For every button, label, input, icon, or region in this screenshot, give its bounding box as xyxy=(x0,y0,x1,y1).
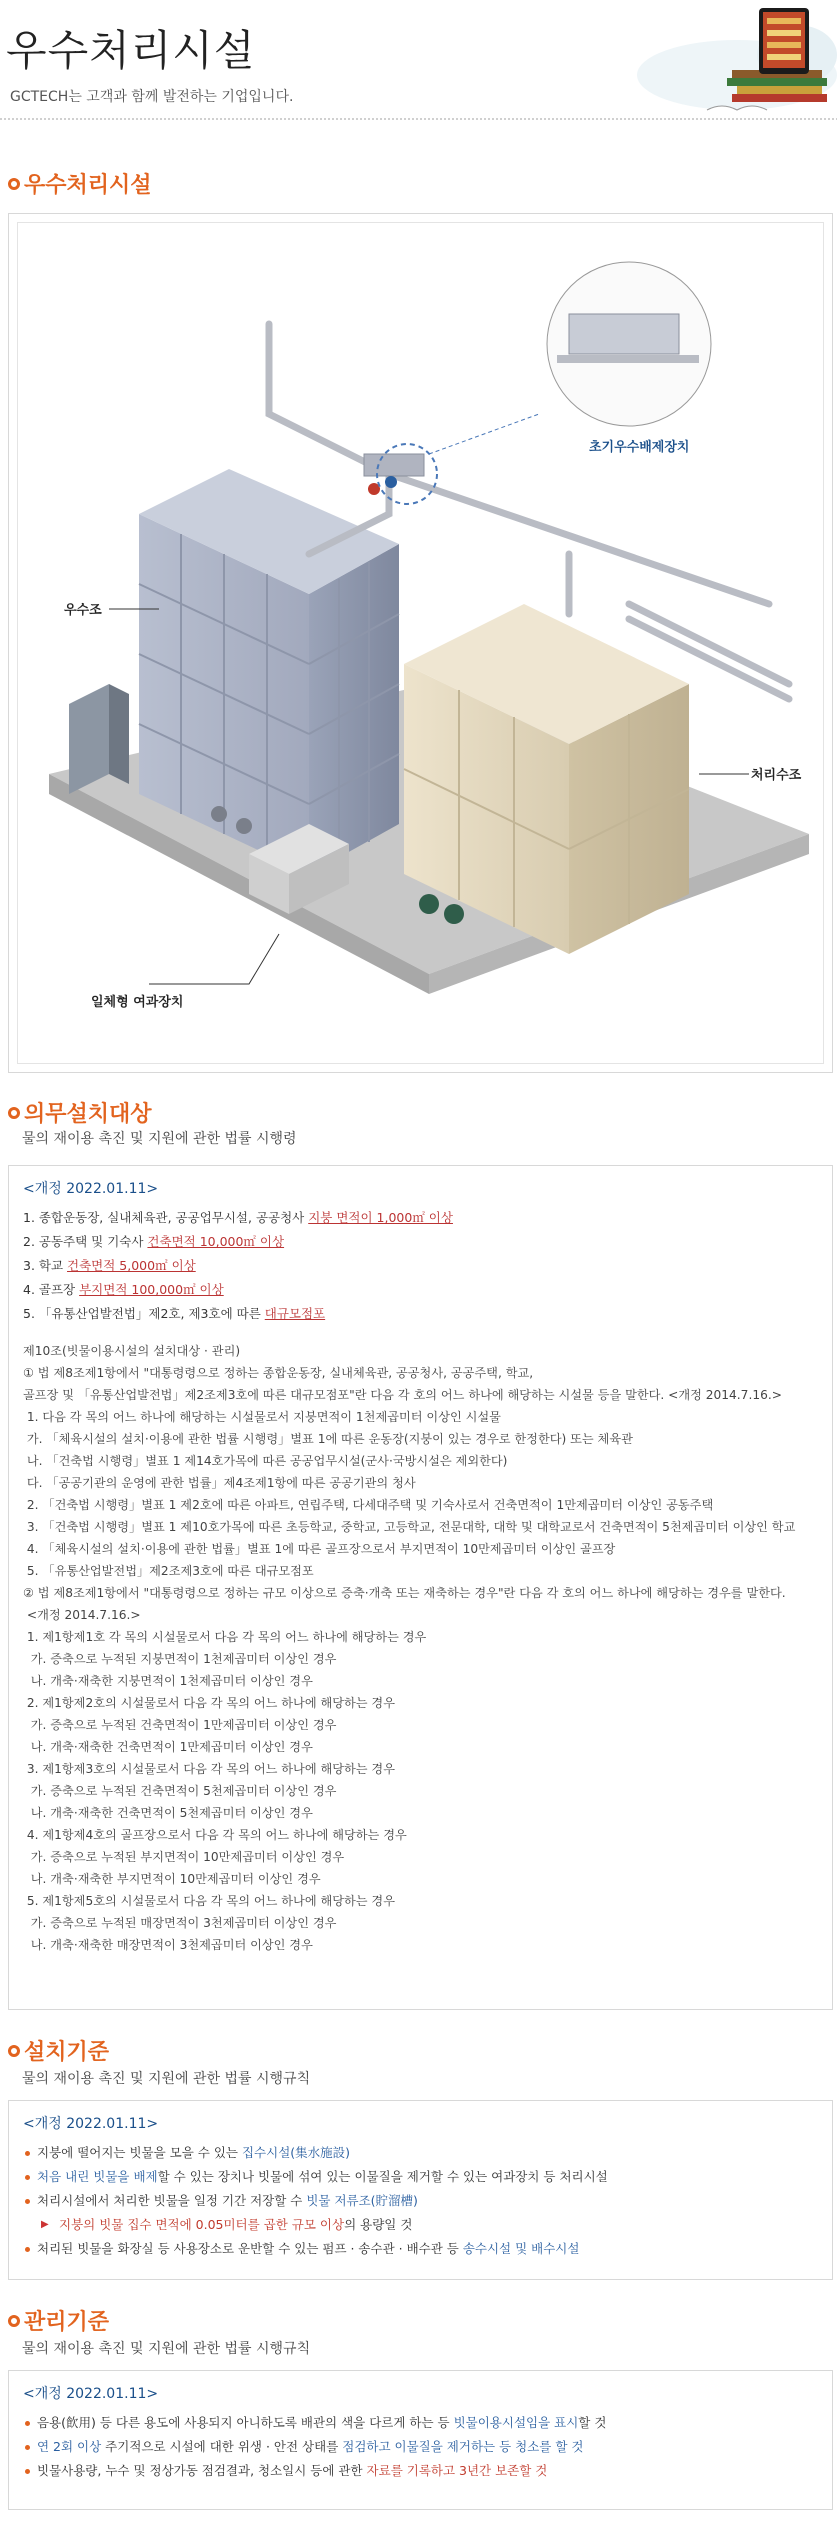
text-segment: 4. 골프장 xyxy=(23,1282,80,1297)
law-line: 2. 「건축법 시행령」별표 1 제2호에 따른 아파트, 연립주택, 다세대주택 및 기숙사로서 건축면적이 1만제곱미터 이상인 공동주택 xyxy=(23,1498,714,1512)
law-line: <개정 2014.7.16.> xyxy=(23,1608,141,1622)
highlight-text: 건축면적 10,000㎡ 이상 xyxy=(147,1234,285,1249)
management-list xyxy=(23,2411,818,2483)
law-line: 나. 개축·재축한 부지면적이 10만제곱미터 이상인 경우 xyxy=(23,1872,321,1886)
label-filter-unit: 일체형 여과장치 xyxy=(91,995,184,1010)
text-segment: 처리시설에서 처리한 빗물을 일정 기간 저장할 수 xyxy=(37,2193,307,2208)
circle-bullet-icon xyxy=(8,1107,20,1119)
text-segment: 빗물사용량, 누수 및 정상가동 점검결과, 청소일시 등에 관한 xyxy=(37,2463,367,2478)
text-segment: 1. 종합운동장, 실내체육관, 공공업무시설, 공공청사 xyxy=(23,1210,309,1225)
law-line: 제10조(빗물이용시설의 설치대상 · 관리) xyxy=(23,1344,241,1358)
label-initial-rain-device: 초기우수배제장치 xyxy=(589,440,690,455)
law-line: 다. 「공공기관의 운영에 관한 법률」제4조제1항에 따른 공공기관의 청사 xyxy=(23,1476,416,1490)
text-segment: 3. 학교 xyxy=(23,1258,68,1273)
law-line: 가. 증축으로 누적된 지붕면적이 1천제곱미터 이상인 경우 xyxy=(23,1652,337,1666)
law-line: 가. 증축으로 누적된 건축면적이 5천제곱미터 이상인 경우 xyxy=(23,1784,337,1798)
text-segment: 빗물 저류조(貯溜槽) xyxy=(306,2193,418,2208)
management-item xyxy=(23,2435,818,2459)
circle-bullet-icon xyxy=(8,2315,20,2327)
section-subtitle-standard: 물의 재이용 촉진 및 지원에 관한 법률 시행규칙 xyxy=(22,2071,311,2087)
text-segment: 처리된 빗물을 화장실 등 사용장소로 운반할 수 있는 펌프 · 송수관 · 배수관 등 xyxy=(37,2241,463,2256)
standard-item xyxy=(23,2165,818,2189)
obligation-item xyxy=(23,1302,818,1326)
law-line: 나. 개축·재축한 건축면적이 5천제곱미터 이상인 경우 xyxy=(23,1806,313,1820)
text-segment: 의 용량일 것 xyxy=(344,2217,413,2232)
text-segment: 2. 공동주택 및 기숙사 xyxy=(23,1234,148,1249)
page-subtitle: GCTECH는 고객과 함께 발전하는 기업입니다. xyxy=(10,89,294,105)
text-segment: 빗물이용시설임을 표시 xyxy=(453,2415,579,2430)
law-line: ② 법 제8조제1항에서 "대통령령으로 정하는 규모 이상으로 증축·개축 또는 재축하는 경우"란 다음 각 호의 어느 하나에 해당하는 경우를 말한다. xyxy=(23,1586,786,1600)
revision-date: <개정 2022.01.11> xyxy=(23,2116,159,2132)
management-box xyxy=(8,2370,833,2510)
law-line: 2. 제1항제2호의 시설물로서 다음 각 목의 어느 하나에 해당하는 경우 xyxy=(23,1696,395,1710)
highlight-text: 부지면적 100,000㎡ 이상 xyxy=(79,1282,224,1297)
standard-list xyxy=(23,2141,818,2261)
law-line: 1. 다음 각 목의 어느 하나에 해당하는 시설물로서 지붕면적이 1천제곱미터 이상인 시설물 xyxy=(23,1410,501,1424)
text-segment: 지붕의 빗물 집수 면적에 0.05미터를 곱한 규모 이상 xyxy=(59,2217,345,2232)
law-line: ① 법 제8조제1항에서 "대통령령으로 정하는 종합운동장, 실내체육관, 공공청사, 공공주택, 학교, xyxy=(23,1366,534,1380)
management-item xyxy=(23,2459,818,2483)
circle-bullet-icon xyxy=(8,178,20,190)
law-text xyxy=(23,1340,818,1956)
rainwater-facility-diagram xyxy=(9,214,834,1074)
obligation-box xyxy=(8,1165,833,2010)
law-line: 5. 「유통산업발전법」제2조제3호에 따른 대규모점포 xyxy=(23,1564,314,1578)
section-title-obligation: 의무설치대상 xyxy=(8,1097,152,1128)
law-line: 4. 제1항제4호의 골프장으로서 다음 각 목의 어느 하나에 해당하는 경우 xyxy=(23,1828,407,1842)
standard-item xyxy=(23,2237,818,2261)
obligation-list xyxy=(23,1206,818,1326)
law-line: 5. 제1항제5호의 시설물로서 다음 각 목의 어느 하나에 해당하는 경우 xyxy=(23,1894,395,1908)
text-segment: 처음 내린 빗물을 배제 xyxy=(37,2169,158,2184)
page-title: 우수처리시설 xyxy=(6,26,256,75)
standard-item xyxy=(23,2213,818,2237)
section-title-standard: 설치기준 xyxy=(8,2035,109,2066)
law-line: 골프장 및 「유통산업발전법」제2조제3호에 따른 대규모점포"란 다음 각 호의 어느 하나에 해당하는 시설물 등을 말한다. <개정 2014.7.16.> xyxy=(23,1388,782,1402)
label-treated-tank: 처리수조 xyxy=(751,768,802,783)
law-line: 나. 개축·재축한 건축면적이 1만제곱미터 이상인 경우 xyxy=(23,1740,313,1754)
text-segment: 할 수 있는 장치나 빗물에 섞여 있는 이물질을 제거할 수 있는 여과장치 등 처리시설 xyxy=(157,2169,608,2184)
management-item xyxy=(23,2411,818,2435)
standard-item xyxy=(23,2141,818,2165)
standard-item xyxy=(23,2189,818,2213)
text-segment: 지붕에 떨어지는 빗물을 모을 수 있는 xyxy=(37,2145,242,2160)
obligation-item xyxy=(23,1230,818,1254)
text-segment: 점검하고 이물질을 제거하는 등 청소를 할 것 xyxy=(342,2439,584,2454)
label-rain-tank: 우수조 xyxy=(64,603,102,618)
section-subtitle-management: 물의 재이용 촉진 및 지원에 관한 법률 시행규칙 xyxy=(22,2341,311,2357)
book-tablet-illustration xyxy=(587,0,837,120)
text-segment: 집수시설(集水施設) xyxy=(241,2145,351,2160)
section-title-management: 관리기준 xyxy=(8,2305,109,2336)
law-line: 가. 증축으로 누적된 건축면적이 1만제곱미터 이상인 경우 xyxy=(23,1718,337,1732)
highlight-text: 건축면적 5,000㎡ 이상 xyxy=(67,1258,196,1273)
section-title-facility: 우수처리시설 xyxy=(8,168,152,199)
law-line: 3. 제1항제3호의 시설물로서 다음 각 목의 어느 하나에 해당하는 경우 xyxy=(23,1762,395,1776)
obligation-item xyxy=(23,1254,818,1278)
facility-illustration-box xyxy=(8,213,833,1073)
law-line: 가. 증축으로 누적된 매장면적이 3천제곱미터 이상인 경우 xyxy=(23,1916,337,1930)
obligation-item xyxy=(23,1206,818,1230)
highlight-text: 대규모점포 xyxy=(264,1306,326,1321)
highlight-text: 지붕 면적이 1,000㎡ 이상 xyxy=(308,1210,453,1225)
law-line: 가. 증축으로 누적된 부지면적이 10만제곱미터 이상인 경우 xyxy=(23,1850,345,1864)
circle-bullet-icon xyxy=(8,2045,20,2057)
text-segment: 할 것 xyxy=(578,2415,607,2430)
revision-date: <개정 2022.01.11> xyxy=(23,2386,159,2402)
law-line: 3. 「건축법 시행령」별표 1 제10호가목에 따른 초등학교, 중학교, 고등학교, 전문대학, 대학 및 대학교로서 건축면적이 5천제곱미터 이상인 학교 xyxy=(23,1520,796,1534)
text-segment: 5. 「유통산업발전법」제2호, 제3호에 따른 xyxy=(23,1306,265,1321)
page-header xyxy=(0,0,837,120)
text-segment: 송수시설 및 배수시설 xyxy=(462,2241,580,2256)
text-segment: 연 2회 이상 xyxy=(37,2439,102,2454)
law-line: 나. 「건축법 시행령」별표 1 제14호가목에 따른 공공업무시설(군사·국방시설은 제외한다) xyxy=(23,1454,508,1468)
law-line: 나. 개축·재축한 매장면적이 3천제곱미터 이상인 경우 xyxy=(23,1938,313,1952)
law-line: 나. 개축·재축한 지붕면적이 1천제곱미터 이상인 경우 xyxy=(23,1674,313,1688)
text-segment: 자료를 기록하고 3년간 보존할 것 xyxy=(366,2463,548,2478)
standard-box xyxy=(8,2100,833,2280)
obligation-item xyxy=(23,1278,818,1302)
law-line: 가. 「체육시설의 설치·이용에 관한 법률 시행령」별표 1에 따른 운동장(지붕이 있는 경우로 한정한다) 또는 체육관 xyxy=(23,1432,633,1446)
revision-date: <개정 2022.01.11> xyxy=(23,1181,159,1197)
text-segment: 주기적으로 시설에 대한 위생 · 안전 상태를 xyxy=(101,2439,343,2454)
text-segment: 음용(飮用) 등 다른 용도에 사용되지 아니하도록 배관의 색을 다르게 하는 등 xyxy=(37,2415,454,2430)
law-line: 4. 「체육시설의 설치·이용에 관한 법률」별표 1에 따른 골프장으로서 부지면적이 10만제곱미터 이상인 골프장 xyxy=(23,1542,616,1556)
section-subtitle-obligation: 물의 재이용 촉진 및 지원에 관한 법률 시행령 xyxy=(22,1131,297,1147)
law-line: 1. 제1항제1호 각 목의 시설물로서 다음 각 목의 어느 하나에 해당하는 경우 xyxy=(23,1630,427,1644)
